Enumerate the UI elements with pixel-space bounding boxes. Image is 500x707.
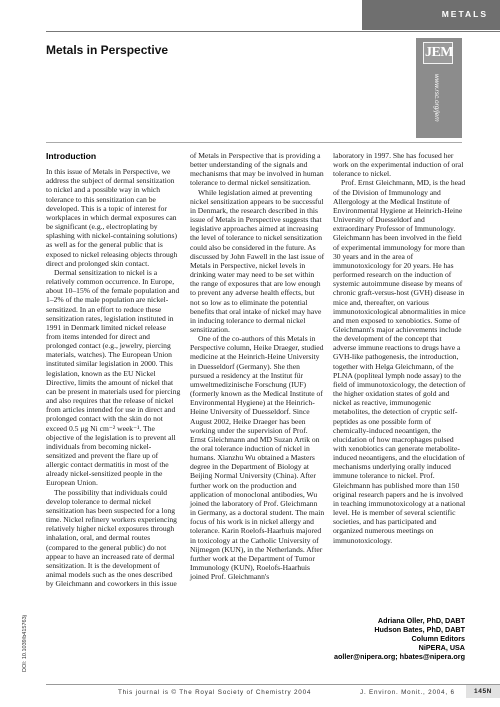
author-name: Hudson Bates, PhD, DABT bbox=[374, 625, 465, 635]
paragraph: One of the co-authors of this Metals in Perspective column, Heike Draeger, studied medicine at the Heinrich-Heine University in Duesseldorf (Germany). She then pursued a residency at the Institut für umweltmedizinische Forschung (IUF) (formerly known as the Medical Institute of Environmental Hygiene) at the Heinrich-Heine University of Duesseldorf. Since August 2002, Heike Draeger has been working under the supervision of Prof. Ernst Gleichmann and MD Suzan Artik on the oral tolerance induction of nickel in humans. Xianzhu Wu obtained a Masters degree in the Department of Biology at Beijing Normal University (China). After further work on the production and application of monoclonal antibodies, Wu joined the laboratory of Prof. Gleichmann in Germany, as a doctoral student. The main focus of his work is in nickel allergy and tolerance. Karin Roelofs-Haarhuis majored in toxicology at the Catholic University of Nijmegen (KUN), in the Netherlands. After further work at the Department of Tumor Immunology (KUN), Roelofs-Haarhuis joined Prof. Gleichmann's bbox=[190, 334, 325, 582]
author-signature bbox=[333, 616, 465, 661]
section-divider bbox=[46, 142, 462, 143]
article-column-3 bbox=[333, 151, 466, 545]
page-title: Metals in Perspective bbox=[46, 43, 169, 57]
paragraph: Prof. Ernst Gleichmann, MD, is the head of the Division of Immunology and Allergology at the Medical Institute of Environmental Hygiene at Heinrich-Heine University of Duesseldorf and extraordinary Professor of Immunology. Gleichmann has been involved in the field of experimental immunology for more than 30 years and in the area of immunotoxicology for 20 years. He has performed research on the induction of systemic autoimmune disease by means of chronic graft-versus-host (GVH) disease in mice and, thereafter, on various immunotoxicological abnormalities in mice and men exposed to xenobiotics. Some of Gleichmann's major achievements include the development of the concept that adverse immune reactions to drugs have a GVH-like pathogenesis, the introduction, together with Helga Gleichmann, of the PLNA (popliteal lymph node assay) to the field of immunotoxicology, the detection of the higher oxidation states of gold and nickel as reactive, immunogenic metabolites, the detection of cryptic self-peptides as one possible form of chemically-induced neoantigen, the elucidation of how macrophages pulsed with xenobiotics can generate metabolite-induced neoantigens, and the elucidation of mechanisms underlying orally induced immune tolerance to nickel. Prof. Gleichmann has published more than 150 original research papers and he is involved in teaching immunotoxicology at a national level. He is member of several scientific societies, and has participated and organized numerous meetings on immunotoxicology. bbox=[333, 178, 466, 545]
header-rule bbox=[46, 31, 500, 32]
jem-logo-text: JEM bbox=[424, 45, 454, 60]
paragraph: laboratory in 1997. She has focused her work on the experimental induction of oral tolerance to nickel. bbox=[333, 151, 464, 179]
doi-label: DOI: 10.1039/b415763j bbox=[22, 615, 28, 672]
journal-url[interactable] bbox=[430, 74, 442, 134]
section-heading: Introduction bbox=[46, 151, 97, 161]
journal-url-text[interactable]: www.rsc.org/jem bbox=[433, 74, 440, 122]
section-band bbox=[362, 0, 500, 30]
section-label: METALS bbox=[441, 9, 488, 19]
page-number: 145N bbox=[474, 688, 492, 695]
paragraph: Dermal sensitization to nickel is a relatively common occurrence. In Europe, about 10–15% of the female population and 1–2% of the male population are nickel-sensitized. In an effort to reduce these sensitization rates, legislation instituted in 1991 in Denmark limited nickel release from items intended for direct and prolonged contact (e.g., jewelry, piercing materials, watches). The European Union instituted similar legislation in 2000. This legislation, known as the EU Nickel Directive, limits the amount of nickel that can be present in materials used for piercing and also requires that the release of nickel from articles intended for use in direct and prolonged contact with the skin do not exceed 0.5 μg Ni cm⁻² week⁻¹. The objective of the legislation is to prevent all individuals from becoming nickel-sensitized and prevent the flare up of allergic contact dermatitis in most of the already nickel-sensitized people in the European Union. bbox=[46, 267, 181, 488]
paragraph: While legislation aimed at preventing nickel sensitization appears to be successful in Denmark, the research described in this issue of Metals in Perspective suggests that legislative approaches aimed at increasing the level of tolerance to nickel sensitization could also be considered in the future. As discussed by John Fawell in the last issue of Metals in Perspective, nickel levels in drinking water may need to be set within the range of exposures that are low enough to prevent any adverse health effects, but not so low as to eliminate the potential benefits that oral intake of nickel may have in inducing tolerance to dermal nickel sensitization. bbox=[190, 187, 325, 334]
jem-logo-box bbox=[423, 42, 453, 64]
page-number-box bbox=[466, 685, 500, 698]
journal-citation: J. Environ. Monit., 2004, 6 bbox=[360, 689, 455, 696]
copyright-note: This journal is © The Royal Society of Chemistry 2004 bbox=[118, 689, 312, 696]
article-column-1 bbox=[46, 151, 181, 588]
journal-logo bbox=[416, 38, 462, 138]
author-name: Adriana Oller, PhD, DABT bbox=[377, 616, 465, 625]
footer-rule bbox=[46, 684, 500, 685]
paragraph: of Metals in Perspective that is providing a better understanding of the signals and mechanisms that may be involved in human tolerance to dermal nickel sensitization. bbox=[190, 151, 324, 188]
author-email[interactable]: aoller@nipera.org; hbates@nipera.org bbox=[333, 652, 465, 662]
paragraph: The possibility that individuals could develop tolerance to dermal nickel sensitization has been suspected for a long time. Nickel refinery workers experiencing relatively higher nickel exposures through inhalation, oral, and dermal routes (compared to the general public) do not appear to have an increased rate of dermal sensitization. It is the development of animal models such as the ones described by Gleichmann and coworkers in this issue bbox=[46, 487, 177, 589]
article-column-2 bbox=[190, 151, 325, 581]
author-affiliation: NiPERA, USA bbox=[418, 643, 465, 653]
author-role: Column Editors bbox=[411, 634, 465, 644]
paragraph: In this issue of Metals in Perspective, we address the subject of dermal sensitization to nickel and a possible way in which tolerance to this sensitization can be developed. This is a topic of interest for workplaces in which dermal exposures can be significant (e.g., electroplating by splashing with nickel-containing solutions) as well as for the general public that is exposed to nickel releasing objects through direct and prolonged skin contact. bbox=[46, 167, 178, 268]
